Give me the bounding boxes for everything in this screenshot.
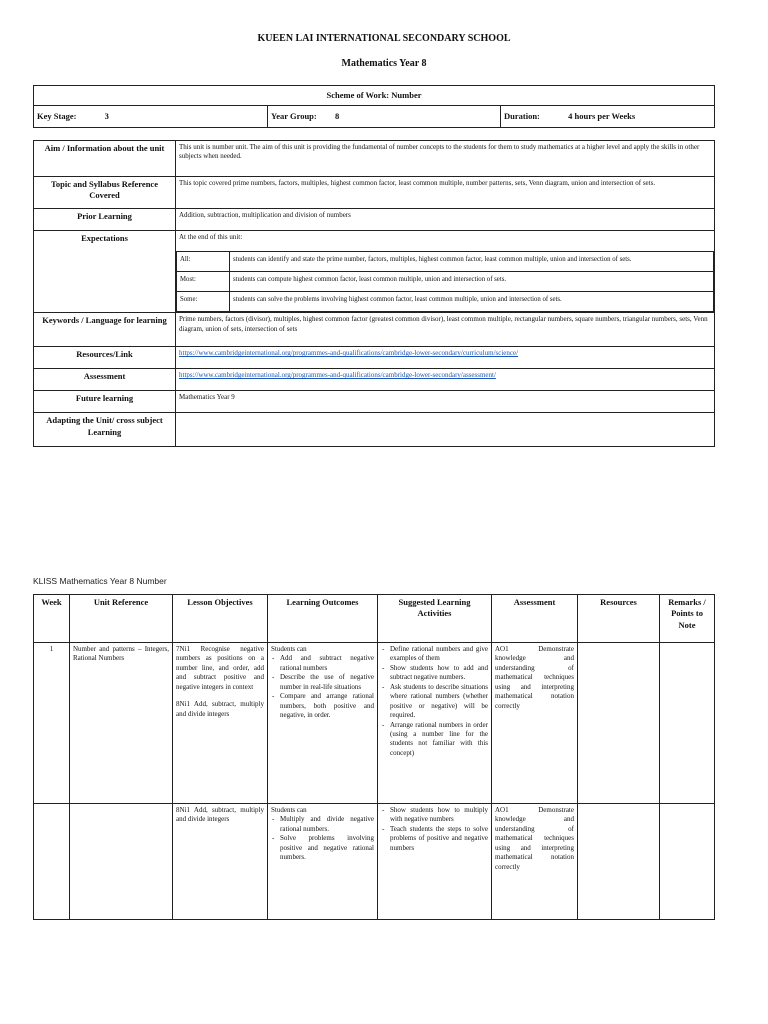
scheme-header-table — [33, 85, 715, 128]
keywords-text: Prime numbers, factors (divisor), multiples, highest common factor (greatest common divisor), least common multiple, rectangular numbers, square numbers, triangular numbers, sets, Venn diagram, union of sets, intersection of sets — [176, 313, 715, 347]
row1-objective-1: 7Ni1 Recognise negative numbers as positions on a number line, and order, add and subtract positive and negative integers in context — [176, 645, 264, 691]
row1-outcomes — [268, 643, 378, 804]
key-stage-cell — [34, 106, 268, 128]
row1-outcome-1: - Add and subtract negative rational numbers — [280, 654, 374, 673]
row1-activity-1: - Define rational numbers and give examples of them — [390, 645, 488, 664]
key-stage-value: 3 — [104, 110, 109, 121]
assessment-link[interactable]: https://www.cambridgeinternational.org/programmes-and-qualifications/cambridge-lower-secondary/assessment/ — [179, 371, 496, 380]
prior-learning-label: Prior Learning — [34, 209, 176, 231]
key-stage-label: Key Stage: — [37, 110, 77, 121]
table-row — [34, 643, 715, 804]
keywords-label: Keywords / Language for learning — [34, 313, 176, 347]
row2-activity-2: - Teach students the steps to solve problems of positive and negative numbers — [390, 825, 488, 853]
plan-header-row — [34, 595, 715, 643]
row2-outcome-1: - Multiply and divide negative rational numbers. — [280, 815, 374, 834]
header-resources: Resources — [578, 595, 660, 643]
duration-label: Duration: — [504, 110, 540, 121]
expectation-all-text: students can identify and state the prime number, factors, multiples, highest common factor, least common multiple, union and intersection of sets. — [230, 252, 714, 272]
topic-text: This topic covered prime numbers, factors, multiples, highest common factor, least common multiple, number patterns, sets, Venn diagram, union and intersection of sets. — [176, 177, 715, 209]
expectation-all-label: All: — [177, 252, 230, 272]
duration-cell — [501, 106, 715, 128]
future-learning-text: Mathematics Year 9 — [176, 391, 715, 413]
expectation-some-text: students can solve the problems involving highest common factor, least common multiple, union and intersection of sets. — [230, 292, 714, 312]
row2-activity-1: - Show students how to multiply with negative numbers — [390, 806, 488, 825]
unit-info-table — [33, 140, 715, 447]
row1-week: 1 — [34, 643, 70, 804]
row1-activity-2: - Show students how to add and subtract negative numbers. — [390, 664, 488, 683]
header-remarks: Remarks / Points to Note — [660, 595, 715, 643]
row2-remarks — [660, 804, 715, 920]
topic-label: Topic and Syllabus Reference Covered — [34, 177, 176, 209]
expectation-some-label: Some: — [177, 292, 230, 312]
row1-unit: Number and patterns – Integers, Rational Numbers — [70, 643, 173, 804]
header-suggested-activities: Suggested Learning Activities — [378, 595, 492, 643]
assessment-label: Assessment — [34, 369, 176, 391]
aim-label: Aim / Information about the unit — [34, 141, 176, 177]
row2-week — [34, 804, 70, 920]
row2-outcomes — [268, 804, 378, 920]
lesson-plan-table — [33, 594, 715, 920]
duration-value: 4 hours per Weeks — [568, 110, 636, 121]
year-group-value: 8 — [334, 110, 340, 121]
row1-outcome-2: - Describe the use of negative number in real-life situations — [280, 673, 374, 692]
row1-activity-3: - Ask students to describe situations where rational numbers (whether positive or negative) will be required. — [390, 683, 488, 721]
expectation-most-text: students can compute highest common factor, least common multiple, union and intersection of sets. — [230, 272, 714, 292]
header-lesson-objectives: Lesson Objectives — [173, 595, 268, 643]
row1-outcomes-intro: Students can — [271, 645, 307, 653]
row1-remarks — [660, 643, 715, 804]
header-week: Week — [34, 595, 70, 643]
expectations-intro: At the end of this unit: — [179, 233, 243, 241]
row1-objectives — [173, 643, 268, 804]
assessment-cell — [176, 369, 715, 391]
row1-resources — [578, 643, 660, 804]
year-group-cell — [268, 106, 501, 128]
row2-resources — [578, 804, 660, 920]
school-name: KUEEN LAI INTERNATIONAL SECONDARY SCHOOL — [257, 33, 511, 44]
plan-caption: KLISS Mathematics Year 8 Number — [33, 576, 167, 586]
row2-objective-1: 8Ni1 Add, subtract, multiply and divide integers — [176, 806, 264, 824]
table-row — [34, 804, 715, 920]
row1-assessment: AO1 Demonstrate knowledge and understanding of mathematical techniques using and interpreting mathematical notation correctly — [492, 643, 578, 804]
row2-assessment: AO1 Demonstrate knowledge and understanding of mathematical techniques using and interpreting mathematical notation correctly — [492, 804, 578, 920]
row2-unit — [70, 804, 173, 920]
row1-activity-4: - Arrange rational numbers in order (using a number line for the students not familiar with this concept) — [390, 721, 488, 759]
row1-activities — [378, 643, 492, 804]
expectations-table — [176, 251, 714, 312]
prior-learning-text: Addition, subtraction, multiplication and division of numbers — [176, 209, 715, 231]
header-learning-outcomes: Learning Outcomes — [268, 595, 378, 643]
header-unit-reference: Unit Reference — [70, 595, 173, 643]
header-assessment: Assessment — [492, 595, 578, 643]
expectations-label: Expectations — [34, 231, 176, 313]
document-subject: Mathematics Year 8 — [341, 58, 427, 69]
adapting-text — [176, 413, 715, 447]
row2-objectives — [173, 804, 268, 920]
scheme-title: Scheme of Work: Number — [34, 86, 715, 106]
resources-link[interactable]: https://www.cambridgeinternational.org/programmes-and-qualifications/cambridge-lower-secondary/curriculum/science/ — [179, 349, 519, 358]
row1-objective-2: 8Ni1 Add, subtract, multiply and divide integers — [176, 700, 264, 718]
year-group-label: Year Group: — [271, 110, 317, 121]
aim-text: This unit is number unit. The aim of this unit is providing the fundamental of number concepts to the students for them to study mathematics at a higher level and apply the skills in other subjects when needed. — [176, 141, 715, 177]
expectations-cell — [176, 231, 715, 313]
adapting-label: Adapting the Unit/ cross subject Learning — [34, 413, 176, 447]
future-learning-label: Future learning — [34, 391, 176, 413]
resources-label: Resources/Link — [34, 347, 176, 369]
row2-activities — [378, 804, 492, 920]
resources-cell — [176, 347, 715, 369]
row2-outcomes-intro: Students can — [271, 806, 307, 814]
row2-outcome-2: - Solve problems involving positive and negative rational numbers. — [280, 834, 374, 862]
expectation-most-label: Most: — [177, 272, 230, 292]
row1-outcome-3: - Compare and arrange rational numbers, both positive and negative, in order. — [280, 692, 374, 720]
